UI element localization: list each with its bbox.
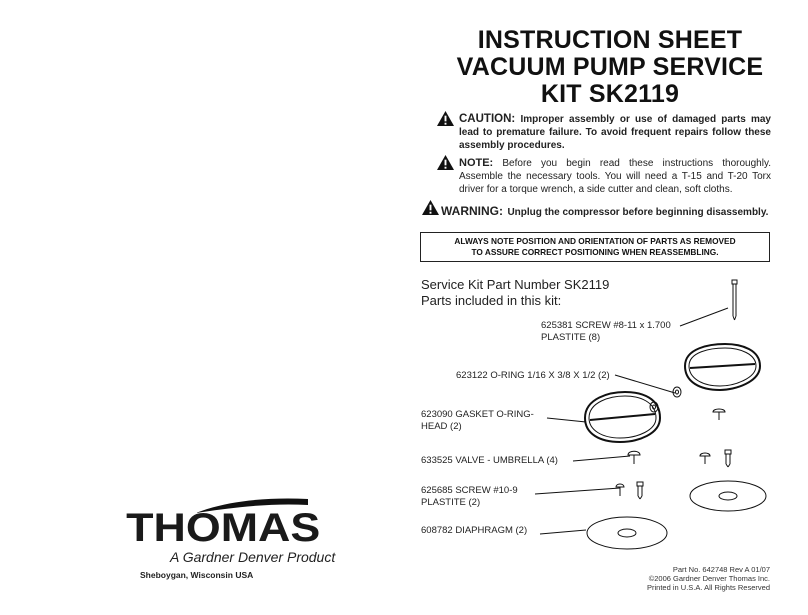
long-screw-illustration bbox=[732, 280, 737, 320]
notice-line-2: TO ASSURE CORRECT POSITIONING WHEN REASSEMBLING. bbox=[471, 247, 719, 257]
valve-illustration-2 bbox=[628, 451, 640, 464]
warning-triangle-icon bbox=[436, 110, 455, 127]
warning-triangle-icon bbox=[421, 199, 440, 216]
part-label-gasket bbox=[421, 409, 534, 433]
part-label-diaphragm bbox=[421, 525, 527, 537]
footer-copyright: ©2006 Gardner Denver Thomas Inc. bbox=[648, 574, 770, 583]
gasket-illustration-upper bbox=[685, 344, 760, 390]
footer bbox=[647, 565, 770, 592]
parts-diagram bbox=[520, 278, 780, 558]
title-line-1: INSTRUCTION SHEET bbox=[477, 26, 743, 54]
part-line: 623090 GASKET O-RING- bbox=[421, 409, 534, 420]
diaphragm-illustration-upper bbox=[690, 481, 766, 511]
caution-paragraph bbox=[459, 113, 771, 152]
part-line: 623122 O-RING 1/16 X 3/8 X 1/2 (2) bbox=[456, 370, 610, 381]
note-text: Before you begin read these instructions thoroughly. Assemble the necessary tools. You will need a T-15 and T-20 Torx driver for a torque wrench, a side cutter and clean, soft cloths. bbox=[459, 158, 772, 195]
part-line: 625685 SCREW #10-9 bbox=[421, 485, 518, 496]
valve-illustration-1 bbox=[713, 409, 725, 420]
part-line: 608782 DIAPHRAGM (2) bbox=[421, 525, 528, 536]
footer-part-number: Part No. 642748 Rev A 01/07 bbox=[672, 565, 770, 574]
diaphragm-illustration-lower bbox=[587, 517, 667, 549]
short-screw-illustration-1 bbox=[725, 450, 731, 467]
part-line: PLASTITE (2) bbox=[421, 497, 481, 508]
valve-illustration-4 bbox=[616, 484, 624, 496]
valve-illustration-3 bbox=[700, 453, 710, 464]
company-location: Sheboygan, Wisconsin USA bbox=[140, 570, 254, 580]
short-screw-illustration-2 bbox=[637, 482, 643, 499]
warning-label: WARNING: bbox=[441, 204, 503, 218]
caution-label: CAUTION: bbox=[459, 113, 516, 125]
part-line: 633525 VALVE - UMBRELLA (4) bbox=[421, 455, 558, 466]
warning-text: Unplug the compressor before beginning disassembly. bbox=[507, 207, 769, 218]
title-line-2: VACUUM PUMP SERVICE bbox=[456, 53, 764, 81]
notice-line-1: ALWAYS NOTE POSITION AND ORIENTATION OF PARTS AS REMOVED bbox=[454, 236, 736, 246]
warning-triangle-icon bbox=[436, 154, 455, 171]
note-paragraph bbox=[459, 157, 771, 196]
gasket-illustration-lower bbox=[585, 392, 660, 442]
caution-text: Improper assembly or use of damaged parts may lead to premature failure. To avoid frequent repairs follow these assembly procedures. bbox=[459, 114, 771, 151]
footer-printed: Printed in U.S.A. All Rights Reserved bbox=[647, 583, 770, 592]
logo-tagline: A Gardner Denver Product bbox=[170, 549, 336, 565]
part-line: HEAD (2) bbox=[421, 421, 462, 432]
notice-box bbox=[420, 232, 770, 262]
part-line: PLASTITE (8) bbox=[541, 332, 601, 343]
warning-line bbox=[441, 202, 768, 220]
title-line-3: KIT SK2119 bbox=[540, 80, 680, 108]
kit-part-number: Service Kit Part Number SK2119 bbox=[421, 277, 610, 292]
parts-included-label: Parts included in this kit: bbox=[421, 293, 562, 308]
note-label: NOTE: bbox=[459, 157, 494, 169]
part-label-screw-10 bbox=[421, 485, 518, 509]
logo-brand: THOMAS bbox=[126, 506, 321, 550]
o-ring-illustration-1 bbox=[673, 387, 681, 397]
part-line: 625381 SCREW #8-11 x 1.700 bbox=[541, 320, 671, 331]
